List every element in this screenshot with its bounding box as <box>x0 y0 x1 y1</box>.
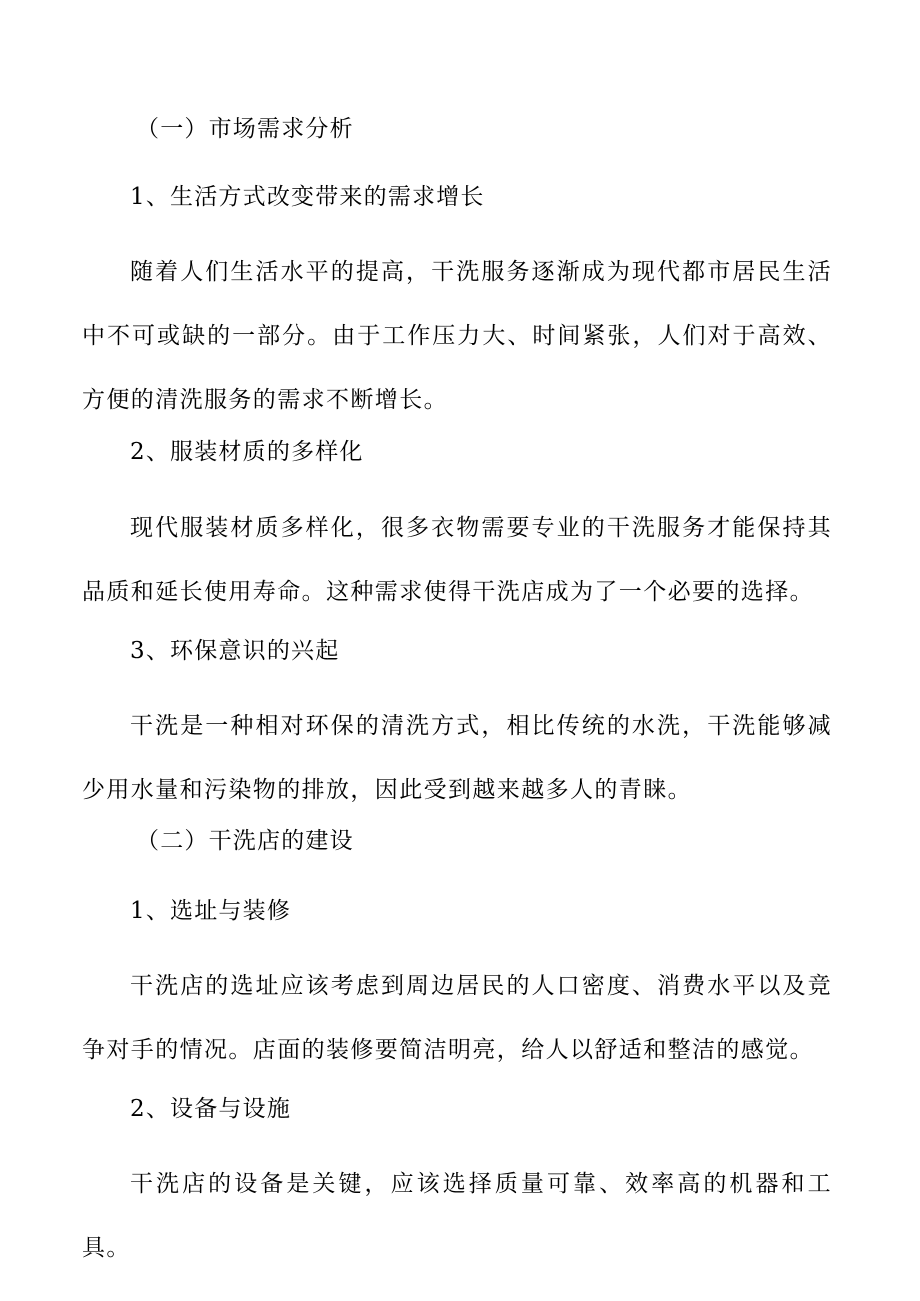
paragraph-location-decoration: 干洗店的选址应该考虑到周边居民的人口密度、消费水平以及竞争对手的情况。店面的装修要简洁明亮，给人以舒适和整洁的感觉。 <box>82 973 832 1063</box>
section-heading-store-construction: （二）干洗店的建设 <box>136 828 354 854</box>
paragraph-eco-awareness: 干洗是一种相对环保的清洗方式，相比传统的水洗，干洗能够减少用水量和污染物的排放，因此受到越来越多人的青睐。 <box>82 713 832 803</box>
item-title-material-diversity: 2、服装材质的多样化 <box>130 439 364 465</box>
paragraph-material-diversity: 现代服装材质多样化，很多衣物需要专业的干洗服务才能保持其品质和延长使用寿命。这种需求使得干洗店成为了一个必要的选择。 <box>82 515 832 605</box>
paragraph-equipment-facilities: 干洗店的设备是关键，应该选择质量可靠、效率高的机器和工具。 <box>82 1171 832 1261</box>
item-title-eco-awareness: 3、环保意识的兴起 <box>130 638 340 664</box>
item-title-location-decoration: 1、选址与装修 <box>130 898 292 924</box>
section-heading-market-analysis: （一）市场需求分析 <box>136 116 354 142</box>
paragraph-lifestyle-demand: 随着人们生活水平的提高，干洗服务逐渐成为现代都市居民生活中不可或缺的一部分。由于工作压力大、时间紧张，人们对于高效、方便的清洗服务的需求不断增长。 <box>82 259 832 413</box>
item-title-lifestyle-demand: 1、生活方式改变带来的需求增长 <box>130 184 485 210</box>
item-title-equipment-facilities: 2、设备与设施 <box>130 1096 292 1122</box>
